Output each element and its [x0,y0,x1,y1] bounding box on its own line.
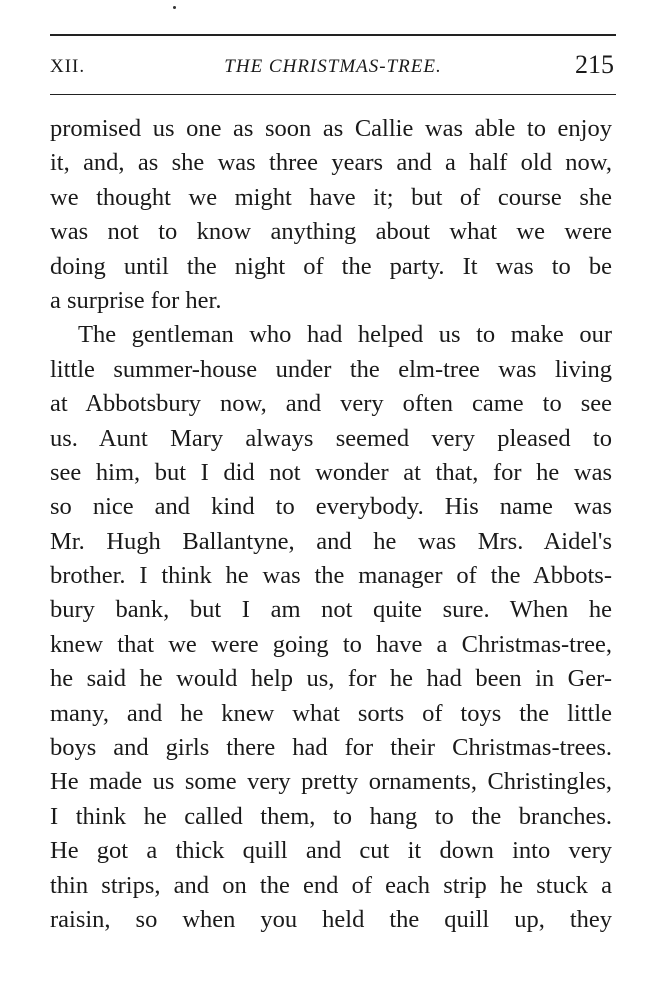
text-line: a surprise for her. [50,286,222,314]
running-title: THE CHRISTMAS-TREE. [224,56,442,77]
text-line: Mr. Hugh Ballantyne, and he was Mrs. Aidel's [50,527,612,555]
text-line: He made us some very pretty ornaments, Christingles, [50,768,612,796]
text-line: many, and he knew what sorts of toys the little [50,699,612,727]
text-line: we thought we might have it; but of course she [50,183,612,211]
page-number: 215 [575,50,614,79]
chapter-number: XII. [50,56,86,77]
text-line: at Abbotsbury now, and very often came to see [50,390,612,418]
text-line: see him, but I did not wonder at that, for he was [50,458,612,486]
text-line: He got a thick quill and cut it down into very [50,837,612,865]
text-line: doing until the night of the party. It was to be [50,252,612,280]
header-rule [50,94,616,95]
text-line: I think he called them, to hang to the branches. [50,802,612,830]
text-line: knew that we were going to have a Christmas-tree, [50,630,612,658]
text-line: bury bank, but I am not quite sure. When he [50,596,612,624]
text-line: us. Aunt Mary always seemed very pleased to [50,424,612,452]
text-line: boys and girls there had for their Christmas-trees. [50,734,612,762]
top-rule [50,34,616,36]
text-line: it, and, as she was three years and a half old now, [50,149,612,177]
text-line: so nice and kind to everybody. His name was [50,493,612,521]
text-line: thin strips, and on the end of each strip he stuck a [50,871,612,899]
ink-speck [173,6,176,9]
text-line: promised us one as soon as Callie was able to enjoy [50,115,612,142]
text-line: raisin, so when you held the quill up, they [50,905,612,933]
text-line: brother. I think he was the manager of the Abbots- [50,562,612,590]
text-line: was not to know anything about what we were [50,218,612,246]
paragraph-start-line: The gentleman who had helped us to make our [78,321,612,349]
body-text [50,112,612,937]
text-line: little summer-house under the elm-tree was living [50,355,612,383]
page-header [50,48,616,84]
text-line: he said he would help us, for he had been in Ger- [50,665,612,693]
